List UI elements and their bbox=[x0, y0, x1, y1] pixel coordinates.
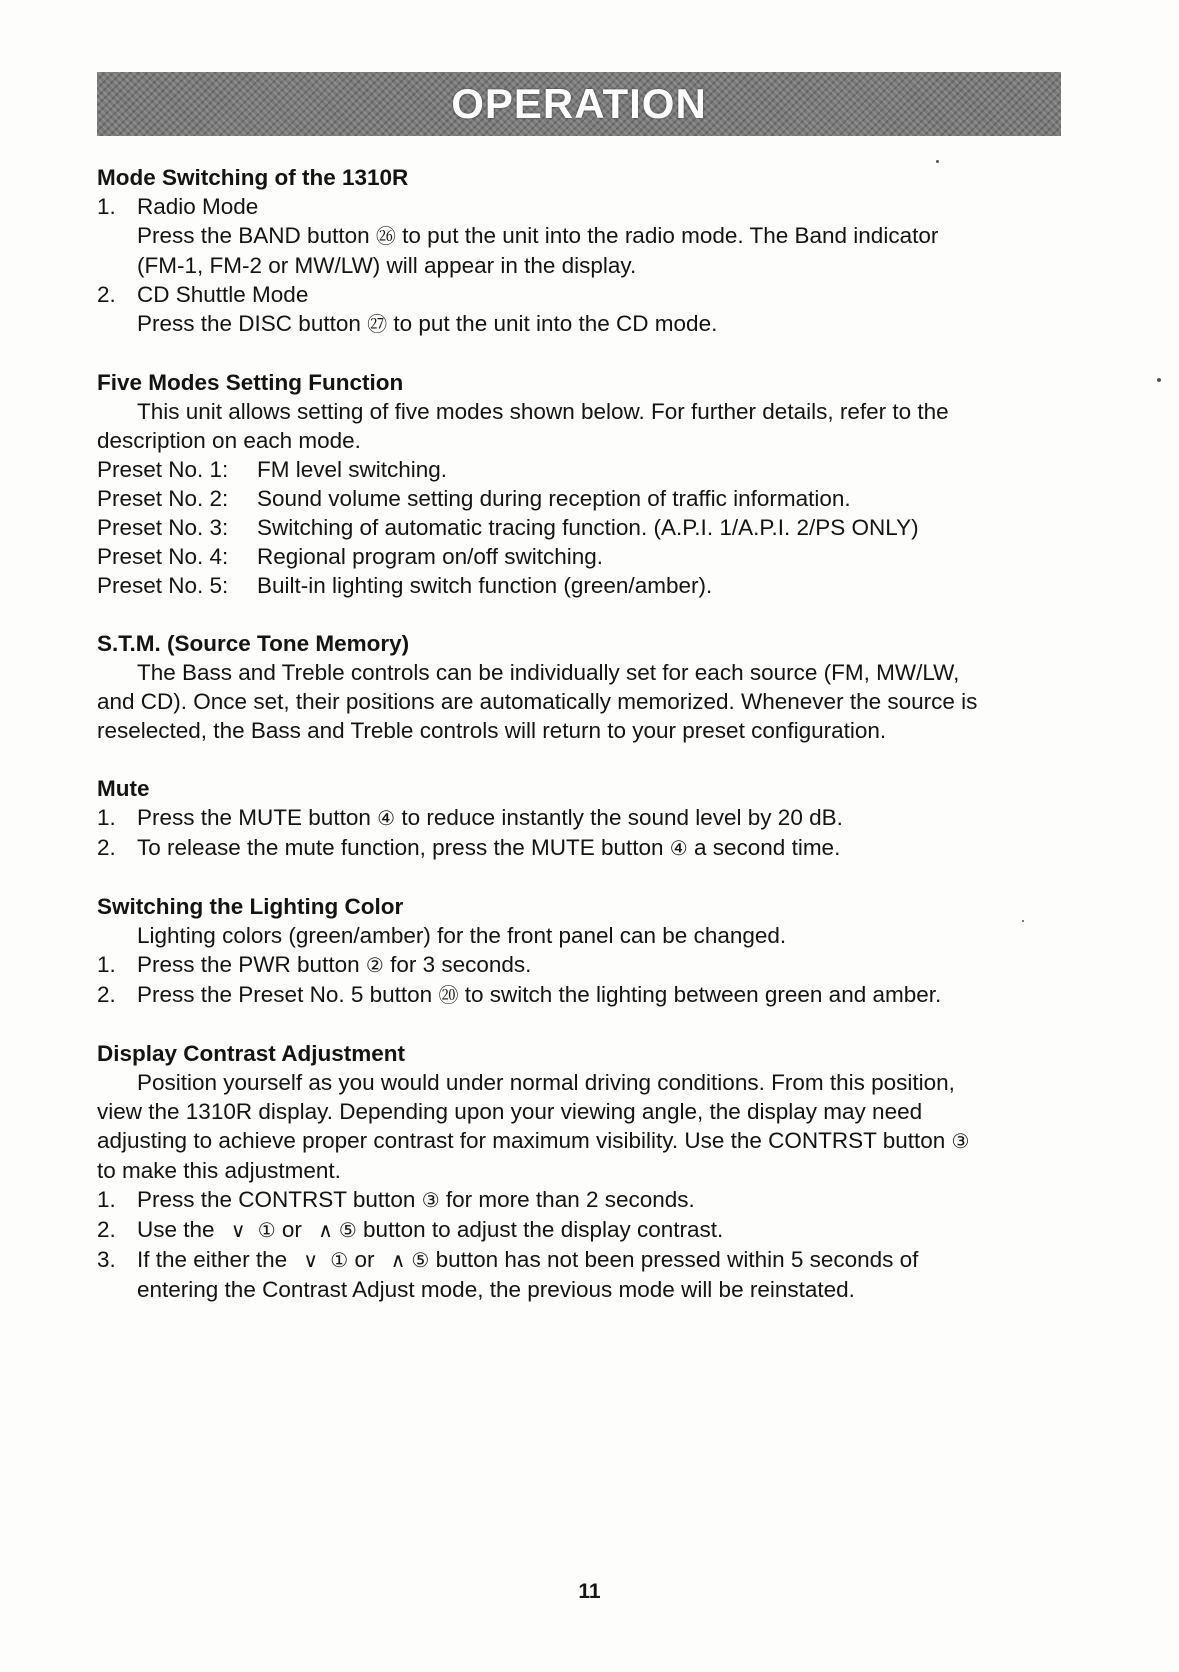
paragraph-line: to make this adjustment. bbox=[97, 1158, 341, 1183]
text-run: button has not been pressed within 5 seconds of bbox=[435, 1247, 919, 1272]
page-number: 11 bbox=[578, 1580, 601, 1603]
scan-speck bbox=[1157, 378, 1161, 382]
section-heading: Mode Switching of the 1310R bbox=[97, 165, 409, 190]
circled-number-icon: ㉖ bbox=[375, 224, 396, 248]
list-item bbox=[97, 280, 1057, 309]
circled-number-icon: ② bbox=[365, 953, 384, 977]
list-item bbox=[97, 950, 1057, 980]
list-number: 1. bbox=[97, 952, 116, 977]
list-item bbox=[97, 1185, 1057, 1215]
circled-number-icon: ③ bbox=[421, 1188, 440, 1212]
text-run: or bbox=[354, 1247, 375, 1272]
preset-row bbox=[97, 513, 1057, 542]
paragraph-line: entering the Contrast Adjust mode, the previous mode will be reinstated. bbox=[137, 1277, 855, 1302]
operation-banner bbox=[97, 72, 1061, 136]
preset-row bbox=[97, 455, 1057, 484]
preset-label: Preset No. 3: bbox=[97, 515, 229, 540]
paragraph-line: The Bass and Treble controls can be individually set for each source (FM, MW/LW, bbox=[137, 660, 960, 685]
text-run: to switch the lighting between green and amber. bbox=[464, 982, 942, 1007]
circled-number-icon: ④ bbox=[669, 836, 688, 860]
circled-number-icon: ⑤ bbox=[411, 1248, 430, 1272]
paragraph-line: This unit allows setting of five modes shown below. For further details, refer to the bbox=[137, 399, 949, 424]
circled-number-icon: ① bbox=[257, 1218, 276, 1242]
circled-number-icon: ④ bbox=[377, 806, 396, 830]
preset-text: Regional program on/off switching. bbox=[257, 544, 604, 569]
preset-label: Preset No. 4: bbox=[97, 544, 229, 569]
chevron-down-icon: ∨ bbox=[303, 1248, 319, 1272]
section-heading: Display Contrast Adjustment bbox=[97, 1041, 405, 1066]
paragraph-line: and CD). Once set, their positions are automatically memorized. Whenever the source is bbox=[97, 689, 978, 714]
paragraph-line bbox=[97, 221, 1057, 251]
paragraph-line: Position yourself as you would under normal driving conditions. From this position, bbox=[137, 1070, 955, 1095]
text-run: to put the unit into the CD mode. bbox=[393, 311, 718, 336]
paragraph-line: Lighting colors (green/amber) for the front panel can be changed. bbox=[137, 923, 787, 948]
chevron-up-icon: ∧ bbox=[318, 1218, 333, 1242]
paragraph-line: reselected, the Bass and Treble controls will return to your preset configuration. bbox=[97, 718, 887, 743]
section-mute bbox=[97, 774, 1057, 863]
paragraph-line: (FM-1, FM-2 or MW/LW) will appear in the display. bbox=[137, 253, 637, 278]
circled-number-icon: ⑳ bbox=[438, 983, 459, 1007]
list-item bbox=[97, 833, 1057, 863]
list-number: 1. bbox=[97, 194, 116, 219]
text-run: Press the Preset No. 5 button bbox=[137, 982, 433, 1007]
section-heading: S.T.M. (Source Tone Memory) bbox=[97, 631, 410, 656]
section-display-contrast bbox=[97, 1039, 1057, 1304]
list-number: 2. bbox=[97, 982, 116, 1007]
text-run: Press the DISC button bbox=[137, 311, 361, 336]
text-run: Press the MUTE button bbox=[137, 805, 371, 830]
paragraph-line: description on each mode. bbox=[97, 428, 361, 453]
text-run: to put the unit into the radio mode. The Band indicator bbox=[402, 223, 939, 248]
paragraph-line: view the 1310R display. Depending upon your viewing angle, the display may need bbox=[97, 1099, 923, 1124]
scan-speck bbox=[936, 160, 939, 163]
list-number: 2. bbox=[97, 282, 116, 307]
paragraph-line bbox=[97, 309, 1057, 339]
text-run: Press the BAND button bbox=[137, 223, 370, 248]
text-run: or bbox=[281, 1217, 302, 1242]
list-number: 1. bbox=[97, 1187, 116, 1212]
circled-number-icon: ③ bbox=[951, 1129, 970, 1153]
list-number: 2. bbox=[97, 1217, 116, 1242]
preset-label: Preset No. 1: bbox=[97, 457, 229, 482]
list-number: 1. bbox=[97, 805, 116, 830]
page-content bbox=[97, 163, 1057, 1333]
list-number: 2. bbox=[97, 835, 116, 860]
text-run: To release the mute function, press the MUTE button bbox=[137, 835, 664, 860]
section-heading: Five Modes Setting Function bbox=[97, 370, 404, 395]
list-item bbox=[97, 803, 1057, 833]
circled-number-icon: ㉗ bbox=[367, 312, 388, 336]
text-run: for more than 2 seconds. bbox=[445, 1187, 695, 1212]
circled-number-icon: ⑤ bbox=[338, 1218, 357, 1242]
text-run: for 3 seconds. bbox=[390, 952, 532, 977]
text-run: Press the CONTRST button bbox=[137, 1187, 416, 1212]
preset-row bbox=[97, 484, 1057, 513]
section-lighting-color bbox=[97, 892, 1057, 1010]
text-run: a second time. bbox=[694, 835, 841, 860]
preset-text: Switching of automatic tracing function. (A.P.I. 1/A.P.I. 2/PS ONLY) bbox=[257, 515, 919, 540]
preset-text: FM level switching. bbox=[257, 457, 448, 482]
section-five-modes bbox=[97, 368, 1057, 600]
paragraph-line bbox=[97, 1126, 1057, 1156]
preset-text: Built-in lighting switch function (green/amber). bbox=[257, 573, 713, 598]
scan-speck bbox=[1022, 920, 1024, 922]
section-mode-switching bbox=[97, 163, 1057, 339]
section-heading: Mute bbox=[97, 776, 150, 801]
circled-number-icon: ① bbox=[330, 1248, 349, 1272]
list-item bbox=[97, 1245, 1057, 1275]
chevron-down-icon: ∨ bbox=[230, 1218, 246, 1242]
text-run: Use the bbox=[137, 1217, 215, 1242]
list-item-title: Radio Mode bbox=[137, 194, 259, 219]
chevron-up-icon: ∧ bbox=[390, 1248, 406, 1272]
list-number: 3. bbox=[97, 1247, 116, 1272]
banner-title: OPERATION bbox=[451, 80, 707, 127]
list-item bbox=[97, 1215, 1057, 1245]
text-run: If the either the bbox=[137, 1247, 288, 1272]
section-stm bbox=[97, 629, 1057, 745]
preset-text: Sound volume setting during reception of traffic information. bbox=[257, 486, 851, 511]
preset-label: Preset No. 2: bbox=[97, 486, 229, 511]
section-heading: Switching the Lighting Color bbox=[97, 894, 404, 919]
preset-label: Preset No. 5: bbox=[97, 573, 229, 598]
text-run: button to adjust the display contrast. bbox=[363, 1217, 724, 1242]
preset-row bbox=[97, 571, 1057, 600]
text-run: Press the PWR button bbox=[137, 952, 360, 977]
preset-row bbox=[97, 542, 1057, 571]
text-run: adjusting to achieve proper contrast for maximum visibility. Use the CONTRST button bbox=[97, 1128, 946, 1153]
list-item bbox=[97, 980, 1057, 1010]
text-run: to reduce instantly the sound level by 20 dB. bbox=[401, 805, 843, 830]
list-item-title: CD Shuttle Mode bbox=[137, 282, 309, 307]
list-item bbox=[97, 192, 1057, 221]
